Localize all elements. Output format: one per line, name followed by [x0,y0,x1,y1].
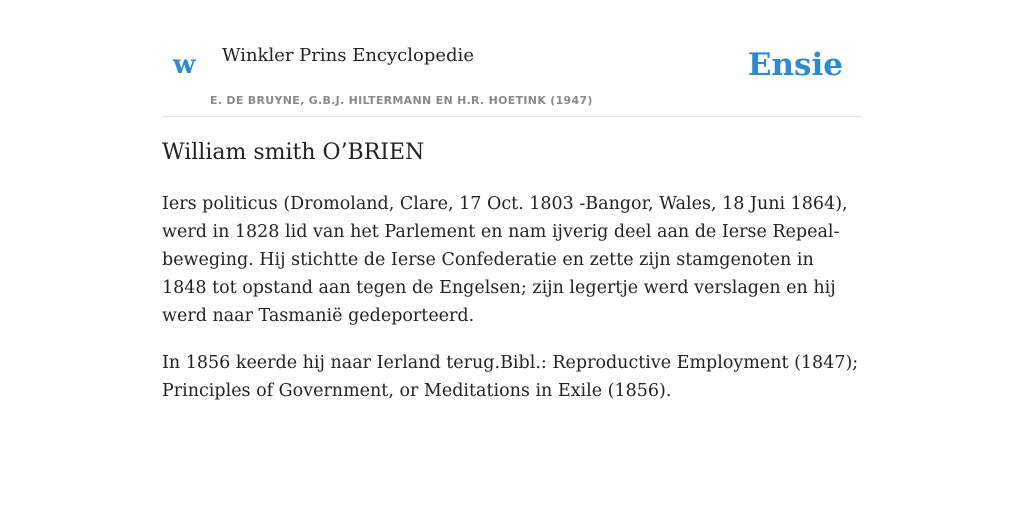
entry-paragraph: Iers politicus (Dromoland, Clare, 17 Oct. 1803 -Bangor, Wales, 18 Juni 1864), werd in 1828 lid van het Parlement en nam ijverig deel aan de Ierse Repeal-beweging. Hij stichtte de Ierse Confederatie en zette zijn stamgenoten in 1848 tot opstand aan tegen de Engelsen; zijn legertje werd verslagen en hij werd naar Tasmanië gedeporteerd. [162,194,848,326]
ensie-logo[interactable]: Ensie [747,47,843,83]
entry-title: William smith O’BRIEN [162,140,425,165]
source-logo-icon[interactable]: w [173,50,196,80]
source-header [162,0,862,117]
entry-body [162,190,862,424]
source-authors: E. DE BRUYNE, G.B.J. HILTERMANN EN H.R. HOETINK (1947) [210,94,593,107]
entry-paragraph: In 1856 keerde hij naar Ierland terug.Bibl.: Reproductive Employment (1847); Principles of Government, or Meditations in Exile (1856). [162,353,859,401]
page [162,0,862,401]
source-title-link[interactable]: Winkler Prins Encyclopedie [222,45,474,66]
